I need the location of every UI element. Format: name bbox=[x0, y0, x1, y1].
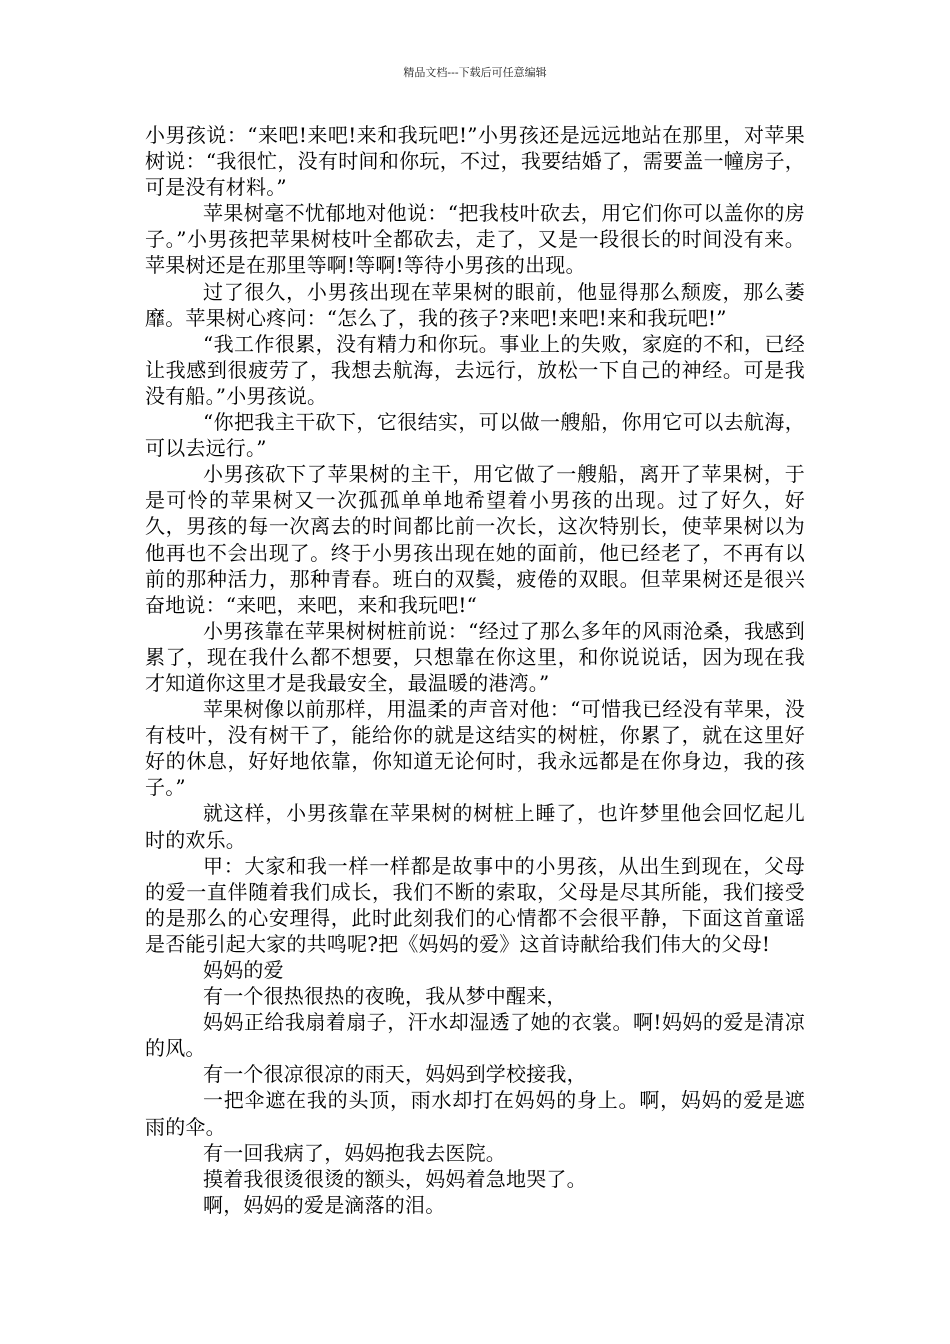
paragraph-8: 苹果树像以前那样，用温柔的声音对他：“可惜我已经没有苹果，没有枝叶，没有树干了，能给你的就是这结实的树桩，你累了，就在这里好好的休息，好好地依靠，你知道无论何时，我永远都是在你身边，我的孩子。” bbox=[145, 697, 805, 800]
paragraph-9: 就这样，小男孩靠在苹果树的树桩上睡了，也许梦里他会回忆起儿时的欢乐。 bbox=[145, 801, 805, 852]
paragraph-4: “我工作很累，没有精力和你玩。事业上的失败，家庭的不和，已经让我感到很疲劳了，我想去航海，去远行，放松一下自己的神经。可是我没有船。”小男孩说。 bbox=[145, 331, 805, 408]
paragraph-10: 甲：大家和我一样一样都是故事中的小男孩，从出生到现在，父母的爱一直伴随着我们成长，我们不断的索取，父母是尽其所能，我们接受的是那么的心安理得，此时此刻我们的心情都不会很平静，下面这首童谣是否能引起大家的共鸣呢?把《妈妈的爱》这首诗献给我们伟大的父母! bbox=[145, 853, 805, 956]
poem-line-1: 有一个很热很热的夜晚，我从梦中醒来， bbox=[203, 984, 567, 1009]
paragraph-1: 小男孩说：“来吧!来吧!来和我玩吧!”小男孩还是远远地站在那里，对苹果树说：“我很忙，没有时间和你玩，不过，我要结婚了，需要盖一幢房子，可是没有材料。” bbox=[145, 123, 805, 200]
poem-line-2: 妈妈正给我扇着扇子，汗水却湿透了她的衣裳。啊!妈妈的爱是清凉的风。 bbox=[145, 1010, 805, 1061]
poem-line-7: 啊，妈妈的爱是滴落的泪。 bbox=[203, 1192, 446, 1217]
document-body bbox=[145, 122, 805, 1218]
poem-title: 妈妈的爱 bbox=[203, 958, 284, 982]
page-header: 精品文档---下载后可任意编辑 bbox=[403, 66, 547, 79]
poem-line-3: 有一个很凉很凉的雨天，妈妈到学校接我， bbox=[203, 1062, 587, 1087]
paragraph-5: “你把我主干砍下，它很结实，可以做一艘船，你用它可以去航海，可以去远行。” bbox=[145, 410, 805, 461]
poem-line-5: 有一回我病了，妈妈抱我去医院。 bbox=[203, 1140, 506, 1165]
poem-line-6: 摸着我很烫很烫的额头，妈妈着急地哭了。 bbox=[203, 1166, 587, 1191]
poem-line-4: 一把伞遮在我的头顶，雨水却打在妈妈的身上。啊，妈妈的爱是遮雨的伞。 bbox=[145, 1088, 805, 1139]
paragraph-2: 苹果树毫不忧郁地对他说：“把我枝叶砍去，用它们你可以盖你的房子。”小男孩把苹果树枝叶全都砍去，走了，又是一段很长的时间没有来。苹果树还是在那里等啊!等啊!等待小男孩的出现。 bbox=[145, 201, 805, 278]
paragraph-7: 小男孩靠在苹果树树桩前说：“经过了那么多年的风雨沧桑，我感到累了，现在我什么都不想要，只想靠在你这里，和你说说话，因为现在我才知道你这里才是我最安全，最温暖的港湾。” bbox=[145, 618, 805, 695]
paragraph-3: 过了很久，小男孩出现在苹果树的眼前，他显得那么颓废，那么萎靡。苹果树心疼问：“怎么了，我的孩子?来吧!来吧!来和我玩吧!” bbox=[145, 279, 805, 330]
paragraph-6: 小男孩砍下了苹果树的主干，用它做了一艘船，离开了苹果树，于是可怜的苹果树又一次孤孤单单地希望着小男孩的出现。过了好久，好久，男孩的每一次离去的时间都比前一次长，这次特别长，使苹果树以为他再也不会出现了。终于小男孩出现在她的面前，他已经老了，不再有以前的那种活力，那种青春。班白的双鬓，疲倦的双眼。但苹果树还是很兴奋地说：“来吧，来吧，来和我玩吧!“ bbox=[145, 462, 805, 617]
